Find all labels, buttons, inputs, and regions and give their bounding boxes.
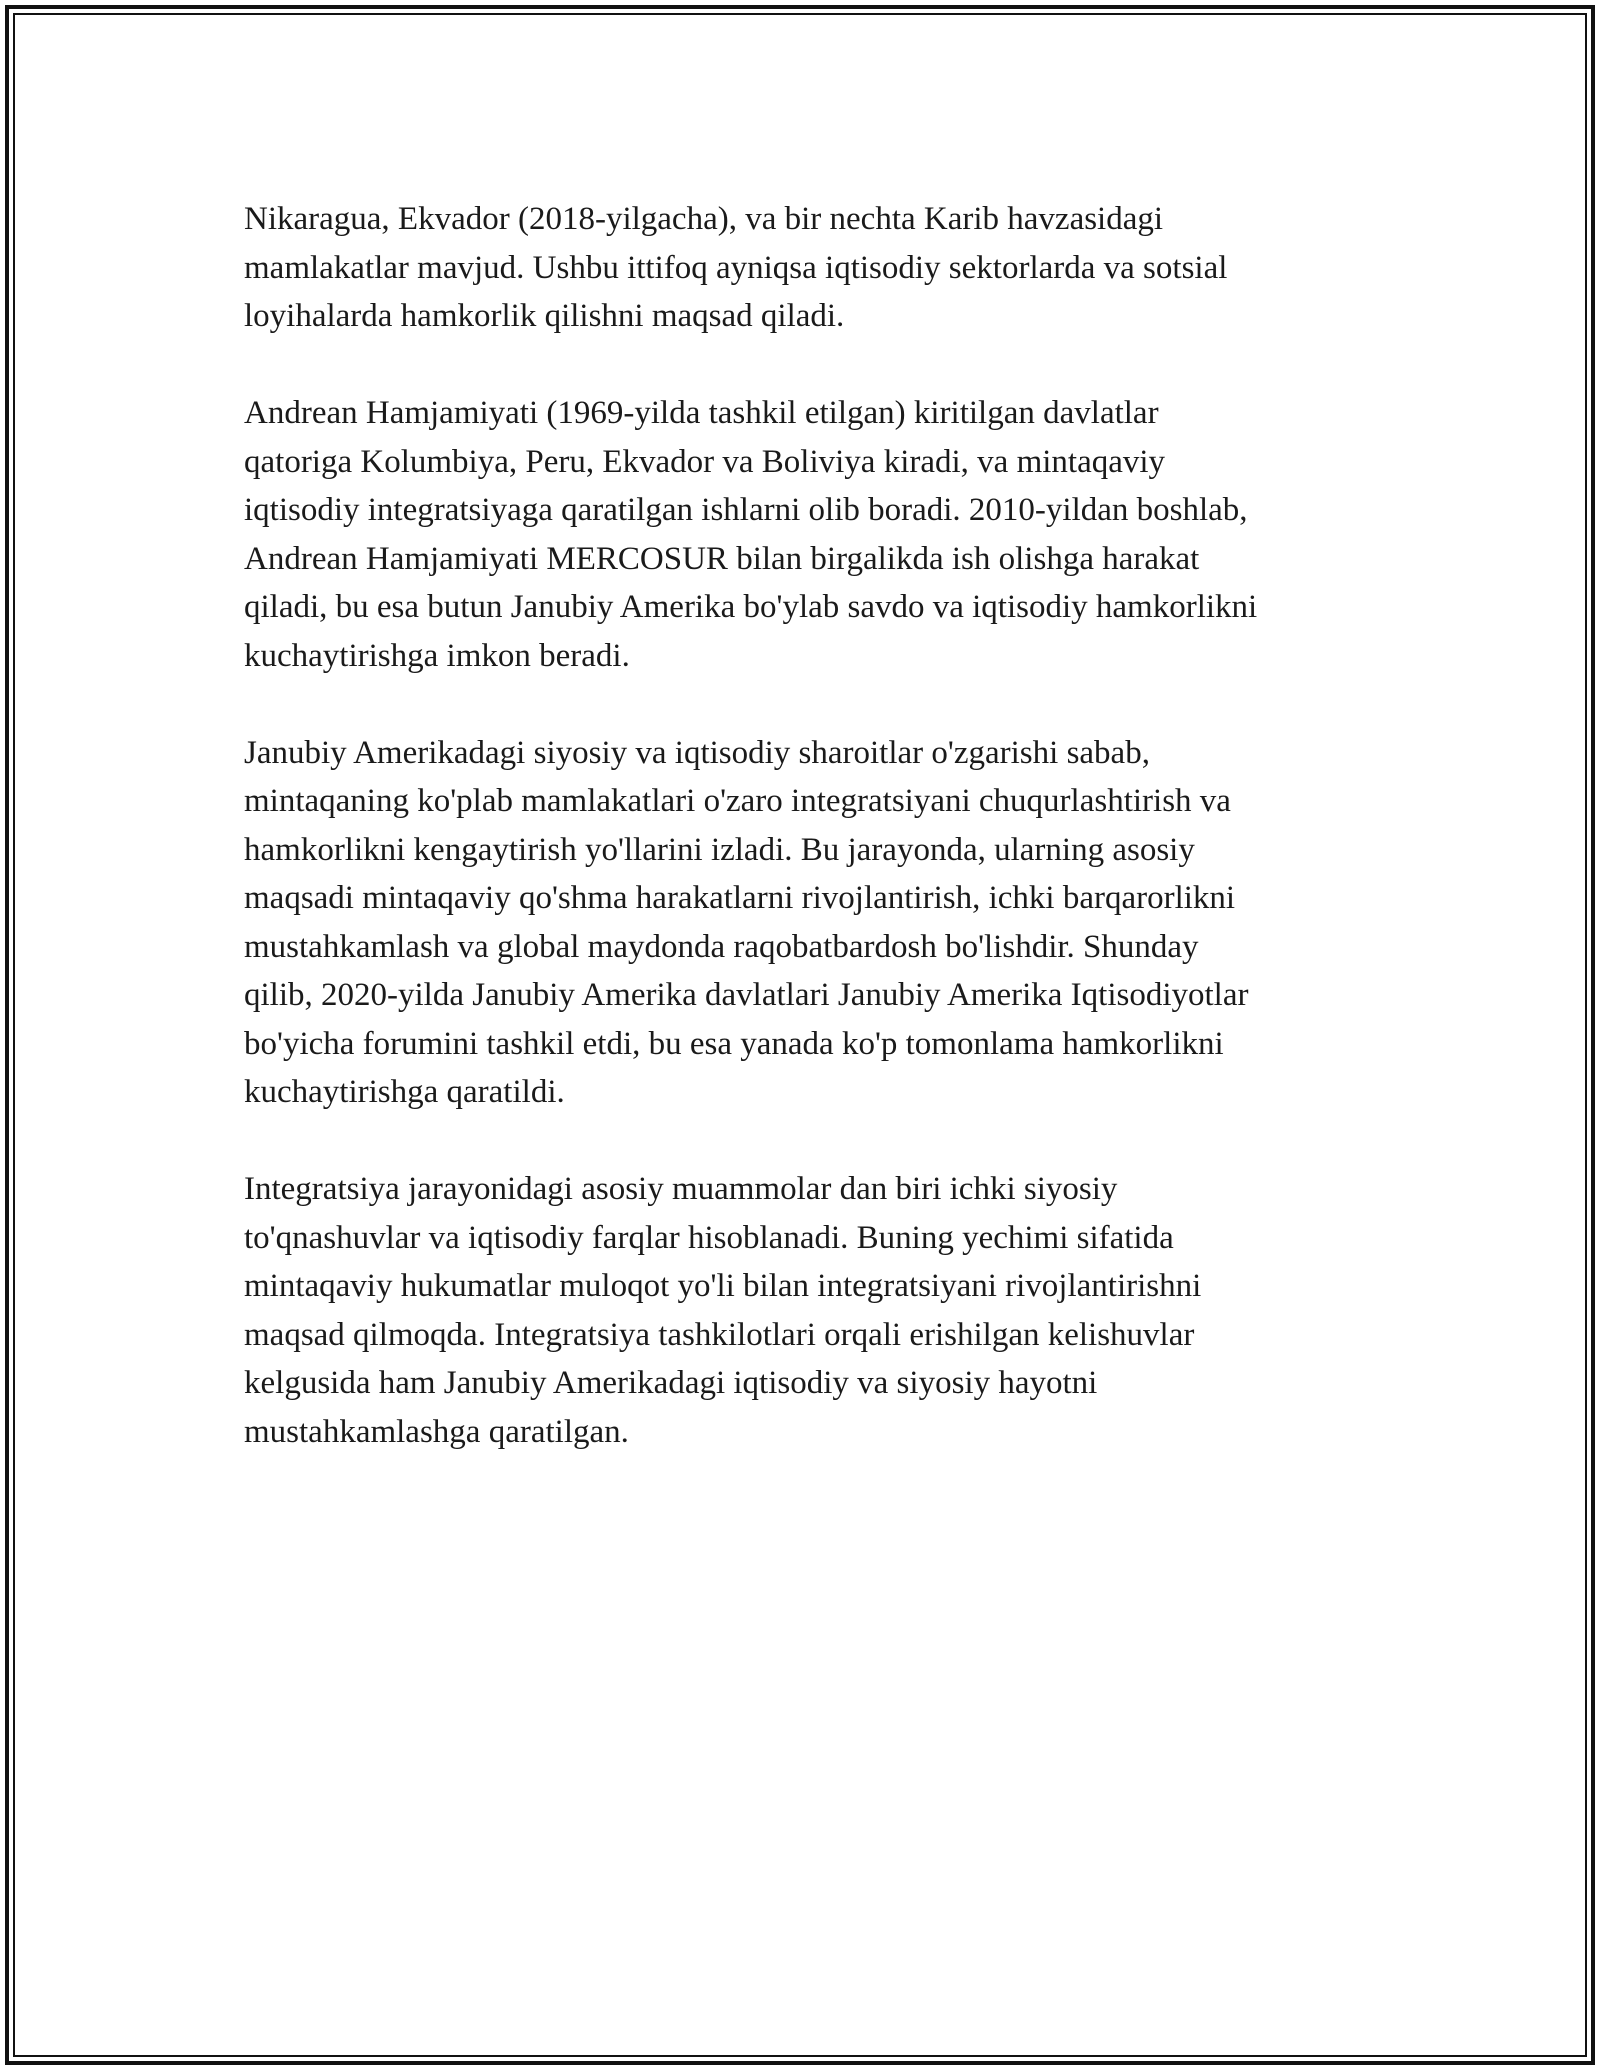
paragraph-3: Janubiy Amerikadagi siyosiy va iqtisodiy sharoitlar o'zgarishi sabab, mintaqaning ko'plab mamlakatlari o'zaro integratsiyani chuqurlashtirish va hamkorlikni kengaytirish yo'llarini izladi. Bu jarayonda, ularning asosiy maqsadi mintaqaviy qo'shma harakatlarni rivojlantirish, ichki barqarorlikni mustahkamlash va global maydonda raqobatbardosh bo'lishdir. Shunday qilib, 2020-yilda Janubiy Amerika davlatlari Janubiy Amerika Iqtisodiyotlar bo'yicha forumini tashkil etdi, bu esa yanada ko'p tomonlama hamkorlikni kuchaytirishga qaratildi. [244,734,1249,1110]
paragraph-1: Nikaragua, Ekvador (2018-yilgacha), va bir nechta Karib havzasidagi mamlakatlar mavjud. Ushbu ittifoq ayniqsa iqtisodiy sektorlarda va sotsial loyihalarda hamkorlik qilishni maqsad qiladi. [244,201,1228,334]
page-frame [5,5,1595,2065]
paragraph-2: Andrean Hamjamiyati (1969-yilda tashkil etilgan) kiritilgan davlatlar qatoriga Kolumbiya, Peru, Ekvador va Boliviya kiradi, va mintaqaviy iqtisodiy integratsiyaga qaratilgan ishlarni olib boradi. 2010-yildan boshlab, Andrean Hamjamiyati MERCOSUR bilan birgalikda ish olishga harakat qiladi, bu esa butun Janubiy Amerika bo'ylab savdo va iqtisodiy hamkorlikni kuchaytirishga imkon beradi. [244,395,1258,674]
document-body [244,195,1384,1505]
paragraph-4: Integratsiya jarayonidagi asosiy muammolar dan biri ichki siyosiy to'qnashuvlar va iqtisodiy farqlar hisoblanadi. Buning yechimi sifatida mintaqaviy hukumatlar muloqot yo'li bilan integratsiyani rivojlantirishni maqsad qilmoqda. Integratsiya tashkilotlari orqali erishilgan kelishuvlar kelgusida ham Janubiy Amerikadagi iqtisodiy va siyosiy hayotni mustahkamlashga qaratilgan. [244,1171,1202,1450]
